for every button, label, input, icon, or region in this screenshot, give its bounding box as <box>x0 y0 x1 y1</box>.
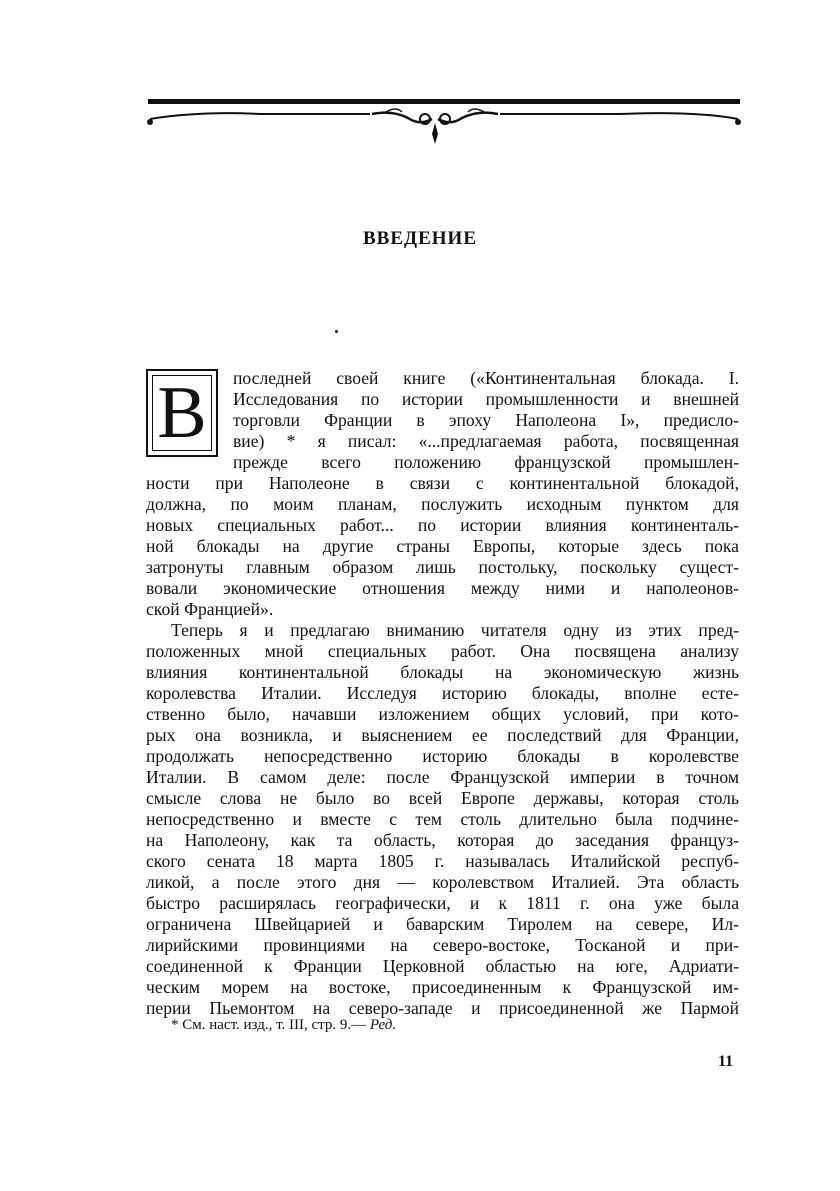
text-line: соединенной к Франции Церковной областью на юге, Адриати- <box>146 956 739 976</box>
footnote-marker: * <box>171 1017 179 1033</box>
text-line: ственно было, начавши изложением общих условий, при кото- <box>146 704 739 724</box>
text-line: положенных мной специальных работ. Она посвящена анализу <box>146 641 739 661</box>
text-line: Италии. В самом деле: после Французской империи в точном <box>146 767 739 787</box>
text-line: новых специальных работ... по истории влияния континенталь- <box>146 515 739 535</box>
footnote-editor: Ред. <box>369 1017 397 1033</box>
text-line: вие) * я писал: «...предлагаемая работа, посвященная <box>233 431 739 451</box>
text-line: вовали экономические отношения между ними и наполеонов- <box>146 578 739 598</box>
text-line: перии Пьемонтом на северо-западе и присоединенной же Пармой <box>146 998 739 1018</box>
header-ornament <box>140 92 752 152</box>
text-line: затронуты главным образом лишь постольку, поскольку сущест- <box>146 557 739 577</box>
text-line: должна, по моим планам, послужить исходным пунктом для <box>146 494 739 514</box>
text-line: ского сената 18 марта 1805 г. называлась Италийской респуб- <box>146 851 739 871</box>
text-line: быстро расширялась географически, и к 1811 г. она уже была <box>146 893 739 913</box>
text-line: на Наполеону, как та область, которая до заседания француз- <box>146 830 739 850</box>
text-line: смысле слова не было во всей Европе державы, которая столь <box>146 788 739 808</box>
text-line: ограничена Швейцарией и баварским Тиролем на севере, Ил- <box>146 914 739 934</box>
text-line: ческим морем на востоке, присоединенным к Французской им- <box>146 977 739 997</box>
chapter-title: ВВЕДЕНИЕ <box>363 228 477 249</box>
text-line: влияния континентальной блокады на экономическую жизнь <box>146 662 739 682</box>
text-line: ности при Наполеоне в связи с континентальной блокадой, <box>146 473 739 493</box>
text-line: лирийскими провинциями на северо-востоке, Тосканой и при- <box>146 935 739 955</box>
text-line: ной блокады на другие страны Европы, которые здесь пока <box>146 536 739 556</box>
footnote-text: См. наст. изд., т. III, стр. 9.— <box>182 1017 367 1033</box>
drop-cap-letter: В <box>152 375 212 451</box>
text-line: торговли Франции в эпоху Наполеона I», предисло- <box>233 410 739 430</box>
text-line: ской Францией». <box>146 599 274 619</box>
drop-cap <box>146 369 218 457</box>
stray-dot <box>335 330 338 333</box>
text-line: Исследования по истории промышленности и внешней <box>233 389 739 409</box>
text-line: продолжать непосредственно историю блокады в королевстве <box>146 746 739 766</box>
text-line: последней своей книге («Континентальная блокада. I. <box>233 368 739 388</box>
page-number: 11 <box>718 1053 734 1070</box>
text-line: прежде всего положению французской промышлен- <box>233 452 739 472</box>
text-line: Теперь я и предлагаю вниманию читателя одну из этих пред- <box>171 620 739 640</box>
text-line: непосредственно и вместе с тем столь длительно была подчине- <box>146 809 739 829</box>
footnote <box>171 1017 396 1034</box>
text-line: ликой, а после этого дня — королевством Италией. Эта область <box>146 872 739 892</box>
text-line: королевства Италии. Исследуя историю блокады, вполне есте- <box>146 683 739 703</box>
text-line: рых она возникла, и выяснением ее последствий для Франции, <box>146 725 739 745</box>
